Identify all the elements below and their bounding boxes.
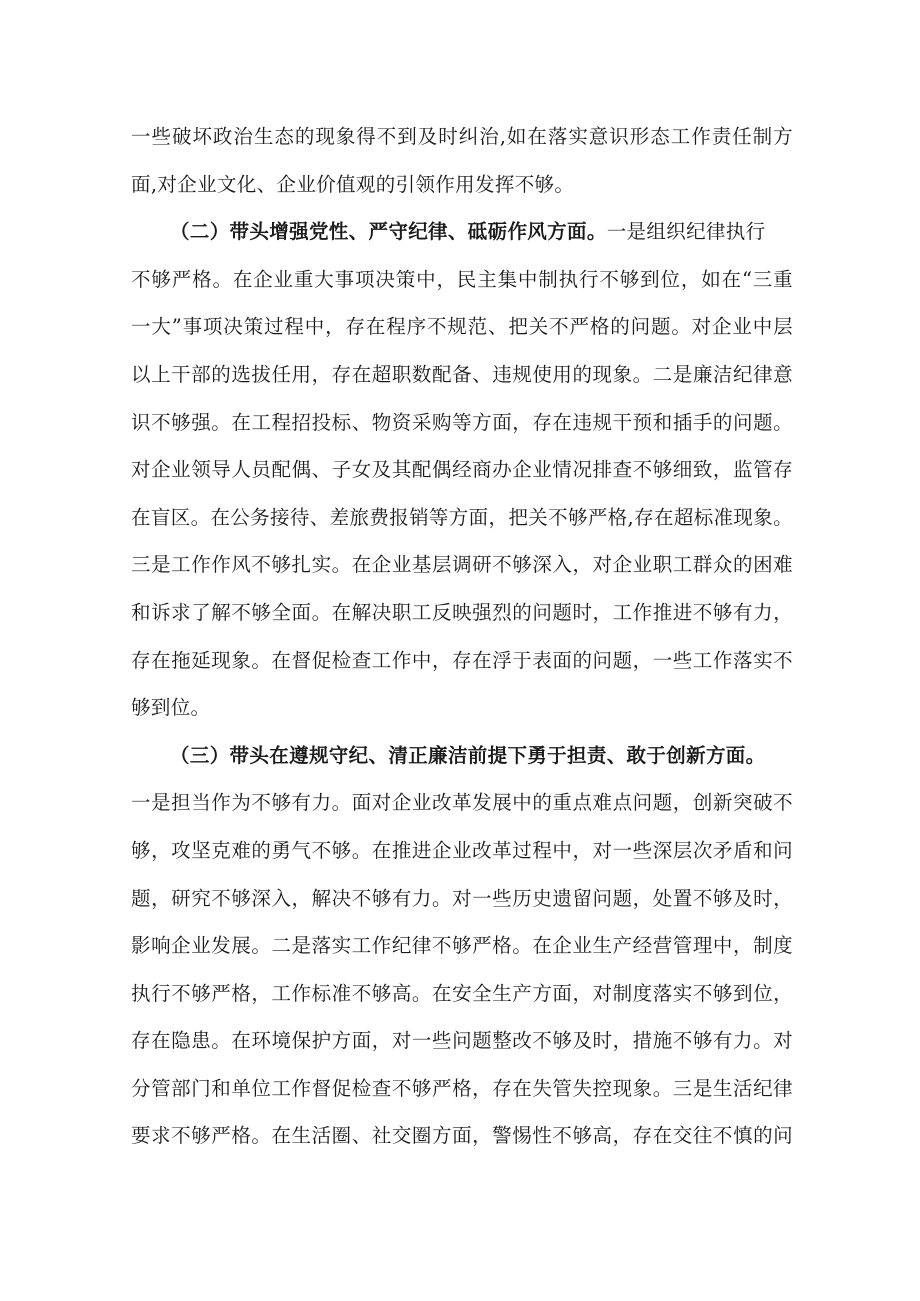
text-line: 对企业领导人员配偶、子女及其配偶经商办企业情况排查不够细致，监管存 (131, 458, 793, 482)
text-line: 三是工作作风不够扎实。在企业基层调研不够深入，对企业职工群众的困难 (131, 553, 793, 577)
text-line: 执行不够严格，工作标准不够高。在安全生产方面，对制度落实不够到位， (131, 981, 793, 1005)
text-line: 不够严格。在企业重大事项决策中，民主集中制执行不够到位，如在“三重 (131, 267, 793, 291)
text-line: 够到位。 (131, 696, 211, 720)
section-heading-line (131, 208, 793, 256)
text-line: 要求不够严格。在生活圈、社交圈方面，警惕性不够高，存在交往不慎的问 (131, 1124, 793, 1148)
text-line: 一是担当作为不够有力。面对企业改革发展中的重点难点问题，创新突破不 (131, 791, 793, 815)
text-line: 面,对企业文化、企业价值观的引领作用发挥不够。 (131, 172, 575, 196)
text-line: 和诉求了解不够全面。在解决职工反映强烈的问题时，工作推进不够有力， (131, 600, 793, 624)
text-line: 够，攻坚克难的勇气不够。在推进企业改革过程中，对一些深层次矛盾和问 (131, 838, 793, 862)
text-line: 存在拖延现象。在督促检查工作中，存在浮于表面的问题，一些工作落实不 (131, 648, 793, 672)
text-line: 一些破坏政治生态的现象得不到及时纠治,如在落实意识形态工作责任制方 (131, 125, 793, 148)
text-line: 以上干部的选拔任用，存在超职数配备、违规使用的现象。二是廉洁纪律意 (131, 362, 793, 386)
text-line: 一大”事项决策过程中，存在程序不规范、把关不严格的问题。对企业中层 (131, 315, 793, 339)
text-line: 题，研究不够深入，解决不够有力。对一些历史遗留问题，处置不够及时， (131, 886, 793, 910)
document-body (131, 113, 793, 1160)
text-line: 分管部门和单位工作督促检查不够严格，存在失管失控现象。三是生活纪律 (131, 1076, 793, 1100)
section-heading-line (131, 732, 793, 780)
text-line: 在盲区。在公务接待、差旅费报销等方面，把关不够严格,存在超标准现象。 (131, 505, 793, 529)
text-line: 影响企业发展。二是落实工作纪律不够严格。在企业生产经营管理中，制度 (131, 934, 793, 958)
section-heading: （二）带头增强党性、严守纪律、砥砺作风方面。 (170, 220, 607, 244)
text-span: 一是组织纪律执行 (606, 220, 766, 244)
text-line: 存在隐患。在环境保护方面，对一些问题整改不够及时，措施不够有力。对 (131, 1029, 793, 1053)
section-heading: （三）带头在遵规守纪、清正廉洁前提下勇于担责、敢于创新方面。 (170, 743, 766, 767)
text-line: 识不够强。在工程招投标、物资采购等方面，存在违规干预和插手的问题。 (131, 410, 793, 434)
